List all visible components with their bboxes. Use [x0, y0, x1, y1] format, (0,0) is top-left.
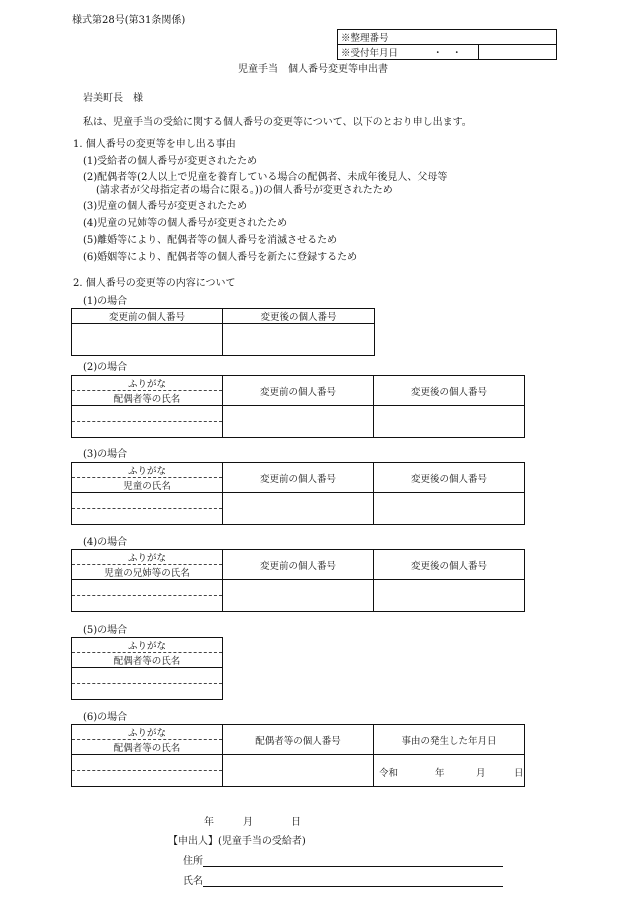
- uketsuke-text: ※受付年月日: [341, 48, 399, 59]
- name-field[interactable]: [203, 886, 503, 887]
- case5-name-header: [72, 638, 223, 668]
- case3-name-field[interactable]: [72, 493, 223, 525]
- case2-table: [71, 375, 525, 438]
- case6-furigana-header: ふりがな: [72, 725, 222, 740]
- case2-before-digits[interactable]: [223, 406, 374, 438]
- page-title: 児童手当 個人番号変更等申出書: [238, 64, 388, 75]
- form-number: 様式第28号(第31条関係): [72, 15, 186, 26]
- case6-era: 令和: [379, 768, 399, 779]
- addressee: 岩美町長 様: [83, 93, 143, 104]
- address-label: 住所: [183, 856, 203, 867]
- case4-before-digits[interactable]: [223, 580, 374, 612]
- case1-label: (1)の場合: [83, 296, 128, 307]
- case4-after-digits[interactable]: [374, 580, 525, 612]
- uketsuke-dots: ・ ・: [433, 48, 462, 59]
- case1-before-header: 変更前の個人番号: [72, 309, 223, 324]
- reason-item-2: (2)配偶者等(2人以上で児童を養育している場合の配偶者、未成年後見人、父母等: [83, 172, 448, 183]
- case3-name-label: 児童の氏名: [123, 481, 171, 492]
- case4-name-header: [72, 550, 223, 580]
- name-label: 氏名: [183, 876, 203, 887]
- case4-label: (4)の場合: [83, 537, 128, 548]
- case2-before-header: 変更前の個人番号: [223, 376, 374, 406]
- reason-item-1: (1)受給者の個人番号が変更されたため: [83, 156, 258, 167]
- reason-item-4: (4)児童の兄姉等の個人番号が変更されたため: [83, 218, 288, 229]
- case4-name-label: 児童の兄姉等の氏名: [104, 568, 190, 579]
- case3-after-digits[interactable]: [374, 493, 525, 525]
- case4-name-field[interactable]: [72, 580, 223, 612]
- case4-furigana-header: ふりがな: [72, 550, 222, 565]
- case2-furigana-header: ふりがな: [72, 376, 222, 391]
- reason-item-6: (6)婚姻等により、配偶者等の個人番号を新たに登録するため: [83, 252, 358, 263]
- reason-item-3: (3)児童の個人番号が変更されたため: [83, 201, 248, 212]
- section1-heading: 1. 個人番号の変更等を申し出る事由: [73, 139, 236, 150]
- case3-before-digits[interactable]: [223, 493, 374, 525]
- footer-day: 日: [291, 817, 301, 828]
- case3-name-header: [72, 463, 223, 493]
- case6-month: 月: [476, 768, 486, 779]
- case2-name-field[interactable]: [72, 406, 223, 438]
- case5-furigana-header: ふりがな: [72, 638, 222, 653]
- case3-label: (3)の場合: [83, 449, 128, 460]
- case1-before-digits[interactable]: [72, 324, 223, 356]
- case1-after-digits[interactable]: [223, 324, 375, 356]
- case6-name-field[interactable]: [72, 755, 223, 787]
- case1-table: [71, 308, 375, 356]
- case6-label: (6)の場合: [83, 712, 128, 723]
- case2-name-label: 配偶者等の氏名: [113, 394, 181, 405]
- case6-year: 年: [435, 768, 445, 779]
- case4-after-header: 変更後の個人番号: [374, 550, 525, 580]
- case5-label: (5)の場合: [83, 625, 128, 636]
- address-field[interactable]: [203, 866, 503, 867]
- uketsuke-label: [338, 45, 479, 60]
- case6-date-header: 事由の発生した年月日: [374, 725, 525, 755]
- case3-after-header: 変更後の個人番号: [374, 463, 525, 493]
- footer-year: 年: [204, 817, 214, 828]
- reason-item-2-cont: (請求者が父母指定者の場合に限る。))の個人番号が変更されたため: [96, 185, 393, 196]
- case4-before-header: 変更前の個人番号: [223, 550, 374, 580]
- case3-before-header: 変更前の個人番号: [223, 463, 374, 493]
- case2-after-header: 変更後の個人番号: [374, 376, 525, 406]
- reason-item-5: (5)離婚等により、配偶者等の個人番号を消滅させるため: [83, 235, 338, 246]
- case6-name-label: 配偶者等の氏名: [113, 743, 181, 754]
- case4-table: [71, 549, 525, 612]
- uketsuke-field[interactable]: [479, 45, 557, 60]
- case1-after-header: 変更後の個人番号: [223, 309, 375, 324]
- footer-month: 月: [243, 817, 253, 828]
- intro-text: 私は、児童手当の受給に関する個人番号の変更等について、以下のとおり申し出ます。: [83, 117, 472, 128]
- case5-name-field[interactable]: [72, 668, 223, 700]
- case5-name-label: 配偶者等の氏名: [113, 656, 181, 667]
- case6-table: [71, 724, 525, 787]
- case6-date-field[interactable]: [374, 755, 525, 787]
- reception-box: [337, 29, 557, 60]
- seiri-label: ※整理番号: [338, 30, 557, 45]
- applicant-label: 【申出人】(児童手当の受給者): [168, 836, 306, 847]
- case5-table: [71, 637, 223, 700]
- section2-heading: 2. 個人番号の変更等の内容について: [73, 278, 236, 289]
- case3-table: [71, 462, 525, 525]
- case2-name-header: [72, 376, 223, 406]
- case6-number-digits[interactable]: [223, 755, 374, 787]
- case3-furigana-header: ふりがな: [72, 463, 222, 478]
- case6-day: 日: [514, 768, 524, 779]
- case2-after-digits[interactable]: [374, 406, 525, 438]
- case6-number-header: 配偶者等の個人番号: [223, 725, 374, 755]
- case2-label: (2)の場合: [83, 362, 128, 373]
- case6-name-header: [72, 725, 223, 755]
